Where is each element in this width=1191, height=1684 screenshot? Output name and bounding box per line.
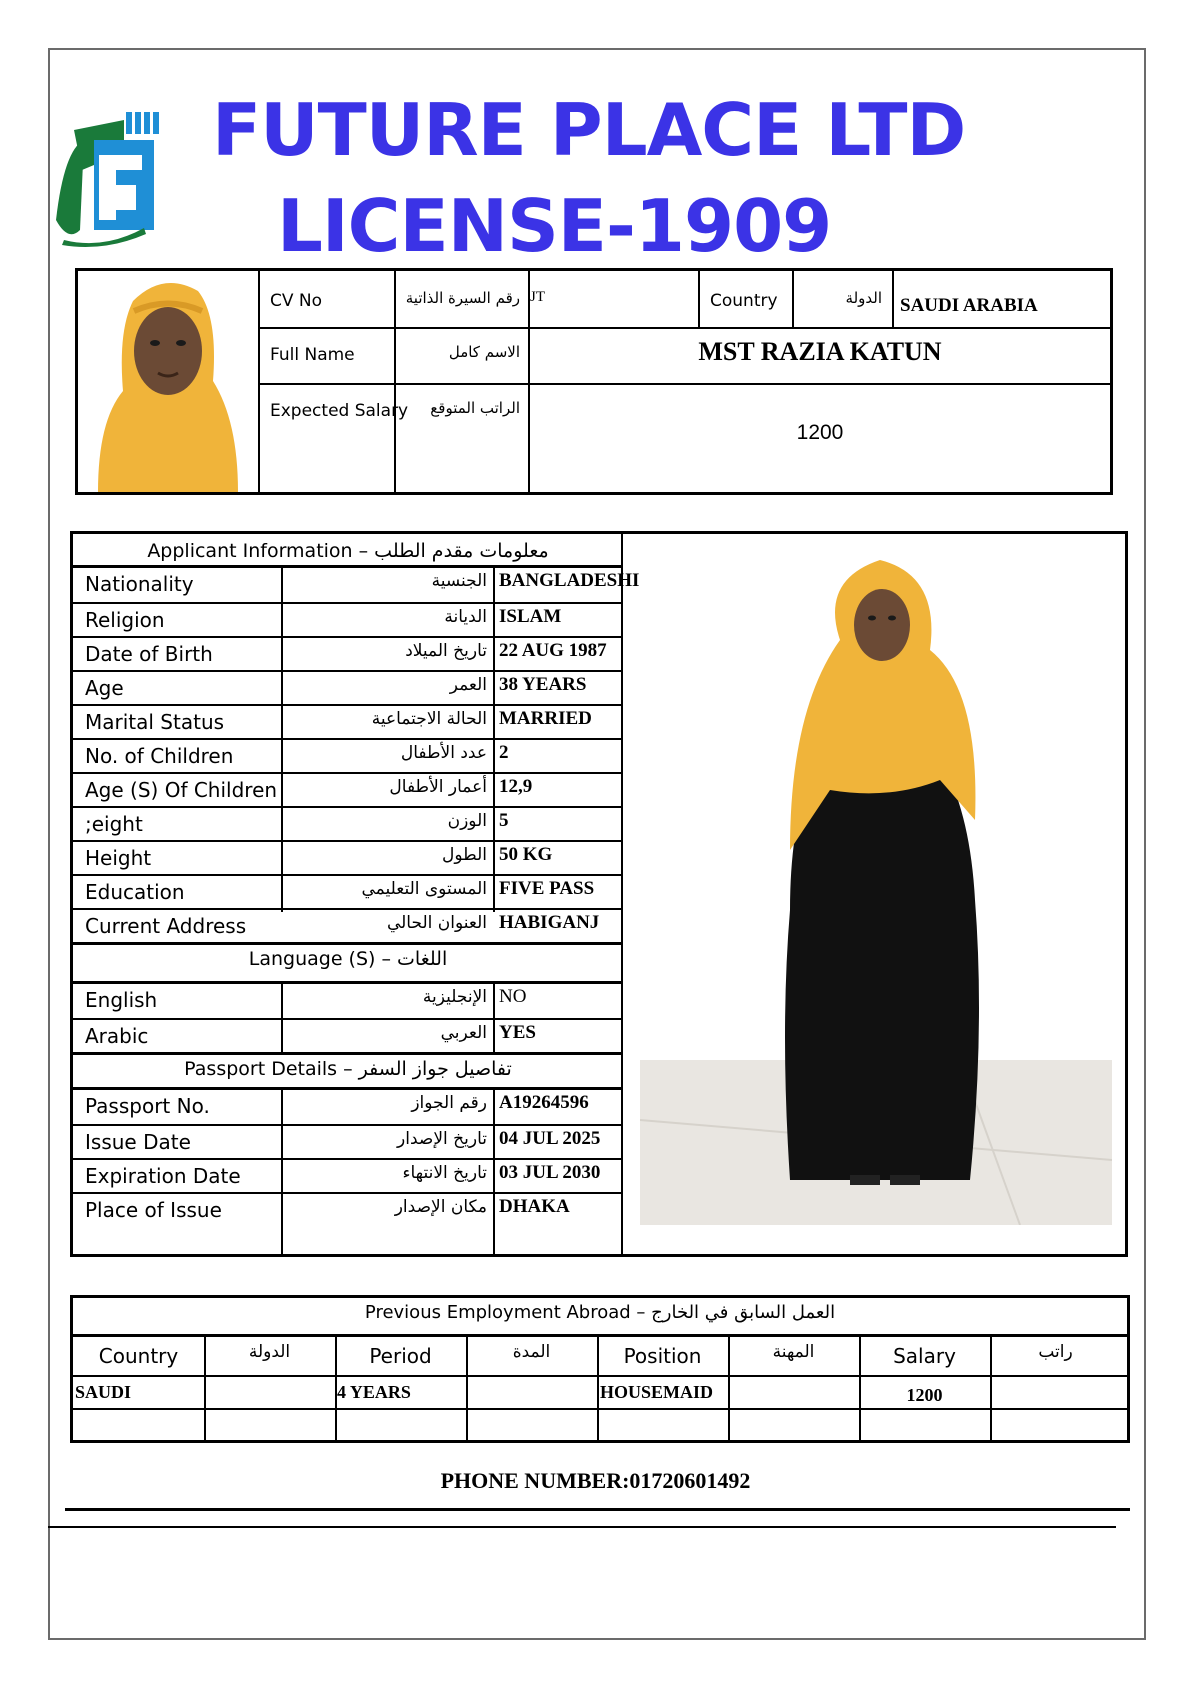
- arabic-label-ar: العربي: [440, 1023, 487, 1043]
- cv-no-label-ar: رقم السيرة الذاتية: [405, 289, 520, 307]
- marital-status-value: MARRIED: [499, 708, 592, 729]
- passport-no-label-ar: رقم الجواز: [411, 1093, 487, 1113]
- english-label: English: [85, 988, 158, 1012]
- passport-no-label: Passport No.: [85, 1094, 210, 1118]
- table-row: [73, 738, 623, 772]
- dob-label-ar: تاريخ الميلاد: [405, 641, 487, 661]
- company-title: FUTURE PLACE LTD: [212, 88, 966, 172]
- marital-status-label-ar: الحالة الاجتماعية: [371, 709, 487, 729]
- height-label-ar: الطول: [442, 845, 487, 865]
- weight-value: 5: [499, 810, 509, 831]
- employment-heading: Previous Employment Abroad – العمل السابق في الخارج: [364, 1302, 836, 1323]
- education-label: Education: [85, 880, 185, 904]
- emp-period-value: 4 YEARS: [337, 1382, 411, 1402]
- table-row: [73, 1158, 623, 1192]
- cv-no-label: CV No: [270, 291, 323, 311]
- issue-date-label: Issue Date: [85, 1130, 191, 1154]
- emp-position-value: HOUSEMAID: [600, 1382, 714, 1402]
- place-of-issue-value: DHAKA: [499, 1196, 570, 1217]
- children-count-value: 2: [499, 742, 509, 763]
- place-of-issue-label-ar: مكان الإصدار: [394, 1197, 487, 1217]
- age-label: Age: [85, 676, 124, 700]
- expiration-date-value: 03 JUL 2030: [499, 1162, 601, 1183]
- full-name-value: MST RAZIA KATUN: [698, 337, 942, 366]
- license-title: LICENSE-1909: [277, 184, 832, 268]
- table-row: [73, 1192, 623, 1254]
- expected-salary-label-ar: الراتب المتوقع: [430, 399, 520, 417]
- table-row: [73, 568, 640, 602]
- table-row: [73, 772, 623, 806]
- children-ages-value: 12,9: [499, 776, 533, 797]
- table-row: [73, 840, 623, 874]
- full-name-label-ar: الاسم كامل: [448, 343, 520, 361]
- expiration-date-label: Expiration Date: [85, 1164, 241, 1188]
- table-row: [73, 984, 623, 1018]
- applicant-portrait: [78, 271, 253, 492]
- previous-employment-table: [70, 1295, 1130, 1443]
- religion-label: Religion: [85, 608, 165, 632]
- issue-date-label-ar: تاريخ الإصدار: [397, 1129, 487, 1149]
- emp-country-header-ar: الدولة: [248, 1342, 291, 1362]
- children-count-label-ar: عدد الأطفال: [400, 743, 487, 763]
- religion-label-ar: الديانة: [444, 607, 487, 627]
- divider: [65, 1508, 1130, 1511]
- height-label: Height: [85, 846, 152, 870]
- table-row: [73, 636, 623, 670]
- company-logo: [54, 110, 164, 250]
- emp-position-header-ar: المهنة: [772, 1342, 815, 1362]
- age-label-ar: العمر: [449, 675, 487, 695]
- table-row: [73, 908, 623, 942]
- applicant-info-heading: Applicant Information – معلومات مقدم الطلب: [147, 540, 549, 562]
- children-ages-label: Age (S) Of Children: [85, 778, 278, 802]
- children-count-label: No. of Children: [85, 744, 234, 768]
- nationality-value: BANGLADESHI: [499, 570, 640, 591]
- languages-heading: Language (S) – اللغات: [248, 948, 448, 970]
- table-row: [73, 602, 623, 636]
- table-row: [73, 670, 623, 704]
- age-value: 38 YEARS: [499, 674, 587, 695]
- applicant-full-photo: [640, 560, 1112, 1225]
- current-address-label-ar: العنوان الحالي: [386, 913, 487, 933]
- weight-label-ar: الوزن: [447, 811, 487, 831]
- phone-number: PHONE NUMBER:01720601492: [440, 1468, 751, 1493]
- nationality-label-ar: الجنسية: [431, 571, 487, 591]
- english-label-ar: الإنجليزية: [422, 987, 487, 1007]
- emp-period-header-ar: المدة: [512, 1342, 551, 1362]
- country-value: SAUDI ARABIA: [900, 295, 1038, 316]
- country-label-ar: الدولة: [845, 289, 882, 307]
- expiration-date-label-ar: تاريخ الانتهاء: [402, 1163, 487, 1183]
- expected-salary-label: Expected Salary: [270, 401, 409, 421]
- education-value: FIVE PASS: [499, 878, 595, 899]
- table-row: [73, 806, 623, 840]
- full-name-label: Full Name: [270, 345, 355, 365]
- emp-salary-header: Salary: [893, 1344, 956, 1368]
- passport-no-value: A19264596: [499, 1092, 589, 1113]
- weight-label: ;eight: [85, 812, 143, 836]
- emp-country-header: Country: [98, 1344, 179, 1368]
- cv-no-value: JT: [530, 289, 545, 305]
- arabic-label: Arabic: [85, 1024, 149, 1048]
- country-label: Country: [710, 291, 778, 311]
- arabic-value: YES: [499, 1022, 536, 1043]
- emp-period-header: Period: [369, 1344, 432, 1368]
- emp-salary-value: 1200: [906, 1385, 943, 1405]
- marital-status-label: Marital Status: [85, 710, 225, 734]
- divider: [48, 1526, 1116, 1528]
- religion-value: ISLAM: [499, 606, 562, 627]
- nationality-label: Nationality: [85, 572, 194, 596]
- dob-value: 22 AUG 1987: [499, 640, 607, 661]
- table-row: [73, 1124, 623, 1158]
- current-address-label: Current Address: [85, 914, 247, 938]
- height-value: 50 KG: [499, 844, 553, 865]
- issue-date-value: 04 JUL 2025: [499, 1128, 601, 1149]
- emp-position-header: Position: [623, 1344, 702, 1368]
- table-row: [73, 704, 623, 738]
- expected-salary-value: 1200: [796, 421, 844, 444]
- emp-salary-header-ar: راتب: [1038, 1342, 1073, 1362]
- table-row: [73, 1018, 623, 1052]
- table-row: [73, 874, 623, 908]
- dob-label: Date of Birth: [85, 642, 213, 666]
- english-value: NO: [499, 986, 527, 1007]
- table-row: [73, 1090, 623, 1124]
- current-address-value: HABIGANJ: [499, 912, 600, 933]
- place-of-issue-label: Place of Issue: [85, 1198, 222, 1222]
- children-ages-label-ar: أعمار الأطفال: [389, 777, 487, 797]
- education-label-ar: المستوى التعليمي: [361, 879, 487, 899]
- passport-heading: Passport Details – تفاصيل جواز السفر: [184, 1058, 512, 1080]
- emp-country-value: SAUDI: [75, 1382, 132, 1402]
